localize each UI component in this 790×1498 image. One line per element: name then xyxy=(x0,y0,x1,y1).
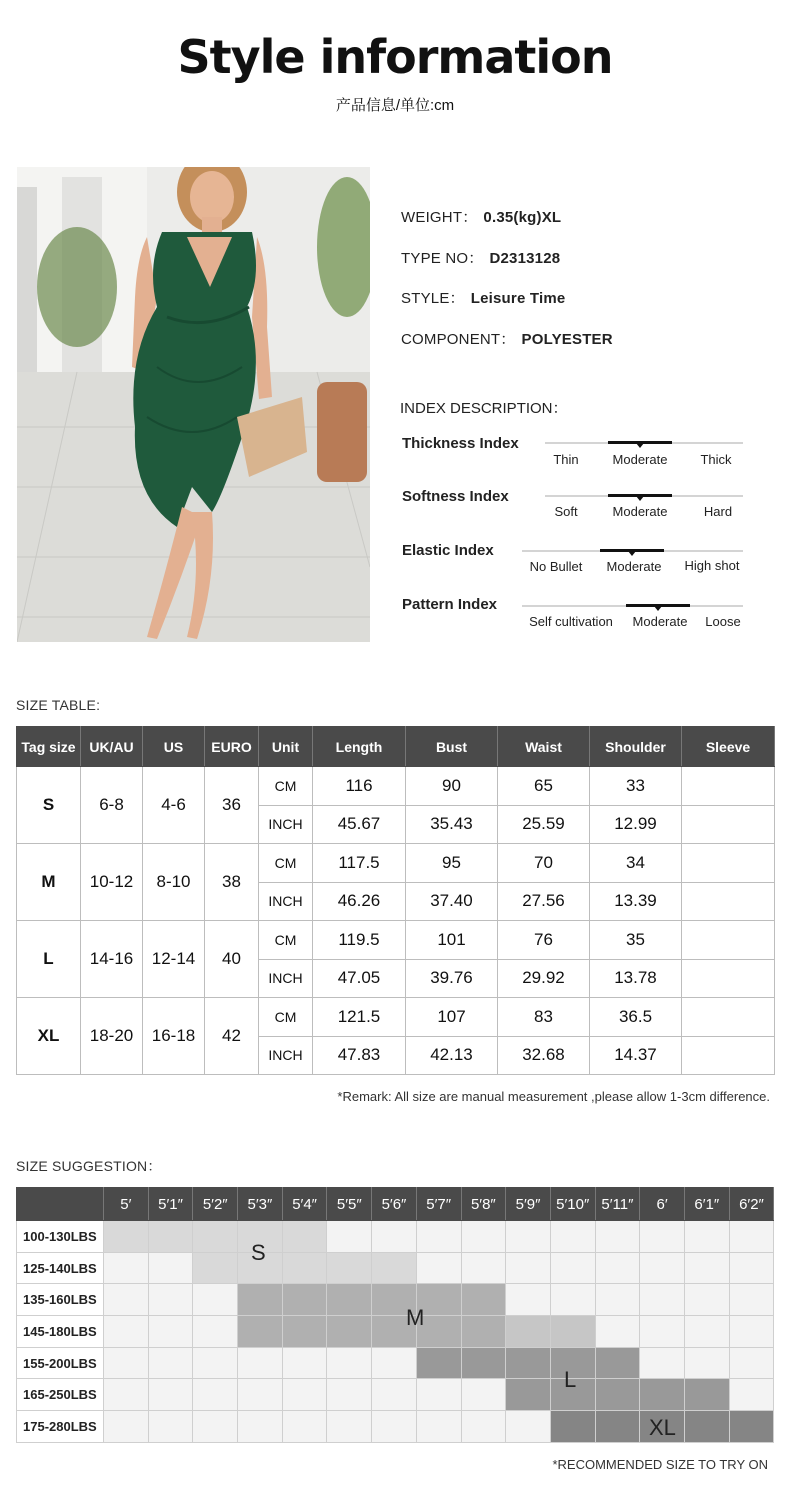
size-remark: *Remark: All size are manual measurement ,please allow 1-3cm difference. xyxy=(337,1089,770,1104)
weight-range: 155-200LBS xyxy=(17,1347,104,1379)
waist-cell: 29.92 xyxy=(498,959,590,998)
grid-cell xyxy=(282,1252,327,1284)
grid-cell xyxy=(238,1379,283,1411)
type-label: TYPE NO： xyxy=(401,250,484,267)
grid-cell xyxy=(684,1221,729,1253)
shoulder-cell: 33 xyxy=(590,767,682,806)
unit-cell: CM xyxy=(259,921,313,960)
grid-cell xyxy=(506,1316,551,1348)
height-5-7: 5′7″ xyxy=(416,1188,461,1221)
us-cell: 16-18 xyxy=(143,998,205,1075)
waist-cell: 83 xyxy=(498,998,590,1037)
grid-cell xyxy=(148,1347,193,1379)
grid-cell xyxy=(550,1221,595,1253)
grid-cell xyxy=(461,1379,506,1411)
table-row xyxy=(17,1284,774,1316)
grid-cell xyxy=(327,1379,372,1411)
grid-cell xyxy=(595,1347,640,1379)
shoulder-cell: 35 xyxy=(590,921,682,960)
euro-cell: 42 xyxy=(205,998,259,1075)
shoulder-cell: 14.37 xyxy=(590,1036,682,1075)
size-suggestion-label: SIZE SUGGESTION： xyxy=(16,1158,162,1174)
unit-cell: CM xyxy=(259,844,313,883)
pattern-option-moderate: Moderate xyxy=(632,614,688,629)
grid-cell xyxy=(640,1316,685,1348)
page-title: Style information xyxy=(177,30,613,84)
grid-cell xyxy=(372,1221,417,1253)
height-6-2: 6′2″ xyxy=(729,1188,774,1221)
height-5-9: 5′9″ xyxy=(506,1188,551,1221)
grid-cell xyxy=(729,1411,774,1443)
weight-range: 165-250LBS xyxy=(17,1379,104,1411)
grid-cell xyxy=(684,1316,729,1348)
grid-cell xyxy=(238,1347,283,1379)
grid-cell xyxy=(595,1284,640,1316)
grid-cell xyxy=(193,1316,238,1348)
grid-cell xyxy=(238,1316,283,1348)
grid-cell xyxy=(729,1252,774,1284)
grid-cell xyxy=(104,1347,149,1379)
length-cell: 116 xyxy=(313,767,406,806)
unit-cell: INCH xyxy=(259,882,313,921)
waist-cell: 76 xyxy=(498,921,590,960)
grid-cell xyxy=(104,1221,149,1253)
grid-cell xyxy=(148,1252,193,1284)
table-row xyxy=(17,998,775,1037)
header-waist: Waist xyxy=(498,727,590,767)
height-5-8: 5′8″ xyxy=(461,1188,506,1221)
table-row xyxy=(17,844,775,883)
thickness-index-label: Thickness Index xyxy=(402,435,519,452)
suggestion-corner xyxy=(17,1188,104,1221)
grid-cell xyxy=(372,1252,417,1284)
length-cell: 47.83 xyxy=(313,1036,406,1075)
sleeve-cell xyxy=(682,805,775,844)
sleeve-cell xyxy=(682,998,775,1037)
table-row xyxy=(17,921,775,960)
uk-cell: 10-12 xyxy=(81,844,143,921)
pattern-marker xyxy=(654,606,662,611)
grid-cell xyxy=(729,1347,774,1379)
grid-cell xyxy=(104,1316,149,1348)
grid-cell xyxy=(550,1316,595,1348)
grid-cell xyxy=(729,1379,774,1411)
tag-size-cell: S xyxy=(17,767,81,844)
bust-cell: 95 xyxy=(406,844,498,883)
shoulder-cell: 13.39 xyxy=(590,882,682,921)
thickness-marker xyxy=(636,443,644,448)
grid-cell xyxy=(640,1379,685,1411)
length-cell: 117.5 xyxy=(313,844,406,883)
grid-cell xyxy=(238,1411,283,1443)
elastic-index-label: Elastic Index xyxy=(402,542,494,559)
weight-range: 175-280LBS xyxy=(17,1411,104,1443)
grid-cell xyxy=(595,1316,640,1348)
bust-cell: 39.76 xyxy=(406,959,498,998)
grid-cell xyxy=(595,1411,640,1443)
sleeve-cell xyxy=(682,882,775,921)
grid-cell xyxy=(372,1411,417,1443)
size-mark-l: L xyxy=(564,1367,577,1392)
bust-cell: 37.40 xyxy=(406,882,498,921)
grid-cell xyxy=(193,1252,238,1284)
grid-cell xyxy=(282,1221,327,1253)
grid-cell xyxy=(148,1284,193,1316)
type-row xyxy=(401,247,560,268)
grid-cell xyxy=(640,1252,685,1284)
grid-cell xyxy=(550,1284,595,1316)
height-5-6: 5′6″ xyxy=(372,1188,417,1221)
bust-cell: 101 xyxy=(406,921,498,960)
grid-cell xyxy=(148,1221,193,1253)
softness-marker xyxy=(636,496,644,501)
height-5-4: 5′4″ xyxy=(282,1188,327,1221)
us-cell: 4-6 xyxy=(143,767,205,844)
style-label: STYLE： xyxy=(401,290,465,307)
bust-cell: 35.43 xyxy=(406,805,498,844)
softness-option-moderate: Moderate xyxy=(612,504,668,519)
table-row xyxy=(17,767,775,806)
size-mark-s: S xyxy=(251,1240,266,1265)
component-row xyxy=(401,328,613,349)
style-value: Leisure Time xyxy=(470,290,566,307)
grid-cell xyxy=(148,1379,193,1411)
bust-cell: 42.13 xyxy=(406,1036,498,1075)
weight-range: 145-180LBS xyxy=(17,1316,104,1348)
component-label: COMPONENT： xyxy=(401,331,516,348)
grid-cell xyxy=(327,1284,372,1316)
euro-cell: 36 xyxy=(205,767,259,844)
pattern-option-self-cultivation: Self cultivation xyxy=(529,614,613,629)
header-sleeve: Sleeve xyxy=(682,727,775,767)
index-description-title: INDEX DESCRIPTION： xyxy=(400,400,568,417)
header-tag-size: Tag size xyxy=(17,727,81,767)
grid-cell xyxy=(550,1411,595,1443)
shoulder-cell: 34 xyxy=(590,844,682,883)
sleeve-cell xyxy=(682,921,775,960)
sleeve-cell xyxy=(682,1036,775,1075)
pattern-option-loose: Loose xyxy=(705,614,741,629)
tag-size-cell: L xyxy=(17,921,81,998)
height-5-10: 5′10″ xyxy=(550,1188,595,1221)
size-suggestion-table xyxy=(16,1187,774,1443)
grid-cell xyxy=(729,1284,774,1316)
grid-cell xyxy=(193,1347,238,1379)
size-mark-xl: XL xyxy=(649,1415,676,1440)
height-5-5: 5′5″ xyxy=(327,1188,372,1221)
type-value: D2313128 xyxy=(489,250,561,267)
grid-cell xyxy=(327,1221,372,1253)
euro-cell: 40 xyxy=(205,921,259,998)
header-bust: Bust xyxy=(406,727,498,767)
unit-cell: INCH xyxy=(259,959,313,998)
grid-cell xyxy=(461,1284,506,1316)
elastic-option-no-bullet: No Bullet xyxy=(529,559,583,574)
tag-size-cell: XL xyxy=(17,998,81,1075)
grid-cell xyxy=(282,1411,327,1443)
table-row xyxy=(17,1221,774,1253)
weight-range: 100-130LBS xyxy=(17,1221,104,1253)
shoulder-cell: 36.5 xyxy=(590,998,682,1037)
waist-cell: 27.56 xyxy=(498,882,590,921)
grid-cell xyxy=(684,1379,729,1411)
grid-cell xyxy=(327,1252,372,1284)
grid-cell xyxy=(327,1411,372,1443)
weight-label: WEIGHT： xyxy=(401,209,478,226)
height-6-0: 6′ xyxy=(640,1188,685,1221)
grid-cell xyxy=(506,1284,551,1316)
sleeve-cell xyxy=(682,767,775,806)
grid-cell xyxy=(461,1347,506,1379)
uk-cell: 14-16 xyxy=(81,921,143,998)
height-5-0: 5′ xyxy=(104,1188,149,1221)
table-row xyxy=(17,1252,774,1284)
table-row xyxy=(17,1316,774,1348)
elastic-option-moderate: Moderate xyxy=(606,559,662,574)
size-mark-m: M xyxy=(406,1305,425,1330)
grid-cell xyxy=(416,1252,461,1284)
size-table-label: SIZE TABLE: xyxy=(16,697,101,713)
tag-size-cell: M xyxy=(17,844,81,921)
thickness-option-moderate: Moderate xyxy=(612,452,668,467)
softness-option-hard: Hard xyxy=(703,504,733,519)
unit-cell: INCH xyxy=(259,1036,313,1075)
grid-cell xyxy=(148,1316,193,1348)
grid-cell xyxy=(282,1347,327,1379)
suggestion-header xyxy=(17,1188,774,1221)
component-value: POLYESTER xyxy=(521,331,613,348)
grid-cell xyxy=(729,1221,774,1253)
euro-cell: 38 xyxy=(205,844,259,921)
grid-cell xyxy=(282,1284,327,1316)
us-cell: 8-10 xyxy=(143,844,205,921)
bust-cell: 90 xyxy=(406,767,498,806)
grid-cell xyxy=(506,1252,551,1284)
grid-cell xyxy=(327,1316,372,1348)
height-5-2: 5′2″ xyxy=(193,1188,238,1221)
grid-cell xyxy=(461,1252,506,1284)
grid-cell xyxy=(684,1284,729,1316)
grid-cell xyxy=(282,1316,327,1348)
grid-cell xyxy=(461,1316,506,1348)
header-euro: EURO xyxy=(205,727,259,767)
unit-cell: INCH xyxy=(259,805,313,844)
product-photo xyxy=(17,167,370,642)
recommended-footnote: *RECOMMENDED SIZE TO TRY ON xyxy=(552,1457,768,1472)
page-subtitle: 产品信息/单位:cm xyxy=(335,97,455,114)
weight-range: 125-140LBS xyxy=(17,1252,104,1284)
grid-cell xyxy=(238,1284,283,1316)
grid-cell xyxy=(372,1379,417,1411)
grid-cell xyxy=(640,1221,685,1253)
grid-cell xyxy=(416,1347,461,1379)
grid-cell xyxy=(327,1347,372,1379)
unit-cell: CM xyxy=(259,767,313,806)
grid-cell xyxy=(104,1411,149,1443)
pattern-index-label: Pattern Index xyxy=(402,596,498,613)
grid-cell xyxy=(104,1284,149,1316)
grid-cell xyxy=(193,1411,238,1443)
height-5-3: 5′3″ xyxy=(238,1188,283,1221)
grid-cell xyxy=(461,1411,506,1443)
thickness-option-thick: Thick xyxy=(700,452,732,467)
grid-cell xyxy=(148,1411,193,1443)
grid-cell xyxy=(282,1379,327,1411)
grid-cell xyxy=(684,1347,729,1379)
grid-cell xyxy=(550,1252,595,1284)
grid-cell xyxy=(506,1347,551,1379)
grid-cell xyxy=(104,1252,149,1284)
length-cell: 45.67 xyxy=(313,805,406,844)
grid-cell xyxy=(684,1411,729,1443)
grid-cell xyxy=(193,1221,238,1253)
unit-cell: CM xyxy=(259,998,313,1037)
elastic-marker xyxy=(628,551,636,556)
table-row xyxy=(17,1347,774,1379)
grid-cell xyxy=(104,1379,149,1411)
grid-cell xyxy=(640,1347,685,1379)
style-row xyxy=(401,287,565,308)
size-table-header xyxy=(17,727,775,767)
length-cell: 121.5 xyxy=(313,998,406,1037)
uk-cell: 18-20 xyxy=(81,998,143,1075)
waist-cell: 70 xyxy=(498,844,590,883)
weight-range: 135-160LBS xyxy=(17,1284,104,1316)
grid-cell xyxy=(506,1221,551,1253)
header-uk-au: UK/AU xyxy=(81,727,143,767)
elastic-option-high-shot: High shot xyxy=(684,558,740,573)
header-shoulder: Shoulder xyxy=(590,727,682,767)
shoulder-cell: 12.99 xyxy=(590,805,682,844)
grid-cell xyxy=(416,1221,461,1253)
waist-cell: 65 xyxy=(498,767,590,806)
waist-cell: 32.68 xyxy=(498,1036,590,1075)
header-us: US xyxy=(143,727,205,767)
grid-cell xyxy=(193,1379,238,1411)
grid-cell xyxy=(595,1221,640,1253)
grid-cell xyxy=(416,1379,461,1411)
weight-row xyxy=(401,206,561,227)
grid-cell xyxy=(506,1411,551,1443)
waist-cell: 25.59 xyxy=(498,805,590,844)
sleeve-cell xyxy=(682,844,775,883)
height-5-11: 5′11″ xyxy=(595,1188,640,1221)
length-cell: 46.26 xyxy=(313,882,406,921)
grid-cell xyxy=(684,1252,729,1284)
grid-cell xyxy=(506,1379,551,1411)
grid-cell xyxy=(595,1252,640,1284)
shoulder-cell: 13.78 xyxy=(590,959,682,998)
header-length: Length xyxy=(313,727,406,767)
softness-option-soft: Soft xyxy=(554,504,578,519)
grid-cell xyxy=(461,1221,506,1253)
thickness-option-thin: Thin xyxy=(553,452,579,467)
sleeve-cell xyxy=(682,959,775,998)
uk-cell: 6-8 xyxy=(81,767,143,844)
height-5-1: 5′1″ xyxy=(148,1188,193,1221)
size-table xyxy=(16,726,775,1075)
grid-cell xyxy=(416,1411,461,1443)
grid-cell xyxy=(640,1284,685,1316)
softness-index-label: Softness Index xyxy=(402,488,509,505)
length-cell: 119.5 xyxy=(313,921,406,960)
height-6-1: 6′1″ xyxy=(684,1188,729,1221)
bust-cell: 107 xyxy=(406,998,498,1037)
table-row xyxy=(17,1379,774,1411)
grid-cell xyxy=(193,1284,238,1316)
weight-value: 0.35(kg)XL xyxy=(483,209,562,226)
grid-cell xyxy=(372,1347,417,1379)
grid-cell xyxy=(595,1379,640,1411)
header-unit: Unit xyxy=(259,727,313,767)
us-cell: 12-14 xyxy=(143,921,205,998)
grid-cell xyxy=(729,1316,774,1348)
length-cell: 47.05 xyxy=(313,959,406,998)
